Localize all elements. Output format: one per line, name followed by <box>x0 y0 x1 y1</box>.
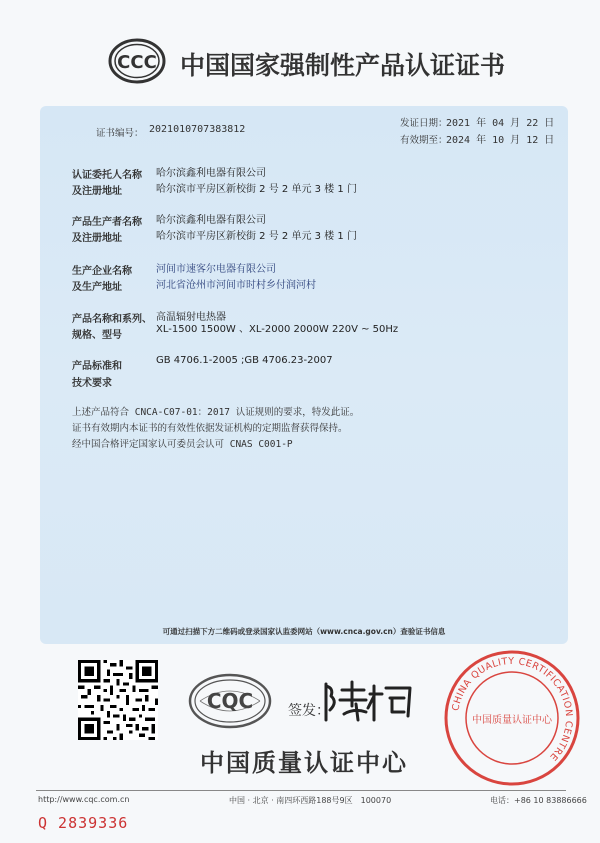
qr-caption: 可通过扫描下方二维码或登录国家认监委网站（www.cnca.gov.cn）查验证书信息 <box>162 627 446 636</box>
ccc-logo-text: CCC <box>117 52 157 73</box>
official-seal-icon <box>442 648 582 788</box>
producer-label-line1: 产品生产者名称 <box>72 217 142 228</box>
certificate-header <box>0 36 600 88</box>
product-name: 高温辐射电热器 <box>156 312 226 323</box>
expiry-date: 2024 年 10 月 12 日 <box>446 135 555 146</box>
qr-code[interactable] <box>78 660 158 740</box>
note-line-3: 经中国合格评定国家认可委员会认可 CNAS C001-P <box>72 439 293 450</box>
certificate-number-label: 证书编号： <box>96 128 144 139</box>
serial-number: Q 2839336 <box>38 814 129 832</box>
product-label-line2: 规格、型号 <box>72 330 122 341</box>
cqc-logo-text: CQC <box>206 689 254 713</box>
applicant-label-line2: 及注册地址 <box>72 186 122 197</box>
sign-label: 签发： <box>288 703 330 719</box>
applicant-name: 哈尔滨鑫利电器有限公司 <box>156 168 266 179</box>
certificate-number: 2021010707383812 <box>149 124 246 135</box>
producer-label-line2: 及注册地址 <box>72 233 122 244</box>
product-label-line1: 产品名称和系列、 <box>72 314 152 325</box>
certificate-title: 中国国家强制性产品认证证书 <box>180 51 506 80</box>
factory-address: 河北省沧州市河间市时村乡付润河村 <box>156 280 316 291</box>
issue-date-label: 发证日期： <box>400 118 448 129</box>
footer-website[interactable]: http://www.cqc.com.cn <box>38 795 130 804</box>
issue-date: 2021 年 04 月 22 日 <box>446 118 555 129</box>
note-line-2: 证书有效期内本证书的有效性依据发证机构的定期监督获得保持。 <box>72 423 348 434</box>
seal-text-en: CHINA QUALITY CERTIFICATION CENTRE <box>450 655 575 763</box>
footer-address: 中国 · 北京 · 南四环西路188号9区 100070 <box>229 796 392 805</box>
factory-label-line2: 及生产地址 <box>72 282 122 293</box>
applicant-label-line1: 认证委托人名称 <box>72 170 142 181</box>
seal-text-cn: 中国质量认证中心 <box>472 715 552 726</box>
producer-address: 哈尔滨市平房区新校街 2 号 2 单元 3 楼 1 门 <box>156 231 357 242</box>
standard-label-line1: 产品标准和 <box>72 361 122 372</box>
note-line-1: 上述产品符合 CNCA-C07-01：2017 认证规则的要求，特发此证。 <box>72 407 360 418</box>
factory-name: 河间市速客尔电器有限公司 <box>156 264 276 275</box>
issuer-name: 中国质量认证中心 <box>200 749 408 777</box>
cqc-logo <box>188 673 272 729</box>
factory-label-line1: 生产企业名称 <box>72 266 132 277</box>
signature-icon <box>318 676 418 724</box>
applicant-address: 哈尔滨市平房区新校街 2 号 2 单元 3 楼 1 门 <box>156 184 357 195</box>
product-model: XL-1500 1500W 、XL-2000 2000W 220V ~ 50Hz <box>156 324 399 335</box>
producer-name: 哈尔滨鑫利电器有限公司 <box>156 215 266 226</box>
footer-telephone: 电话：+86 10 83886666 <box>490 796 587 805</box>
expiry-date-label: 有效期至： <box>400 135 448 146</box>
ccc-logo <box>108 38 166 84</box>
footer-divider <box>36 790 566 791</box>
standard-label-line2: 技术要求 <box>72 378 112 389</box>
standard-value: GB 4706.1-2005 ;GB 4706.23-2007 <box>156 355 333 366</box>
